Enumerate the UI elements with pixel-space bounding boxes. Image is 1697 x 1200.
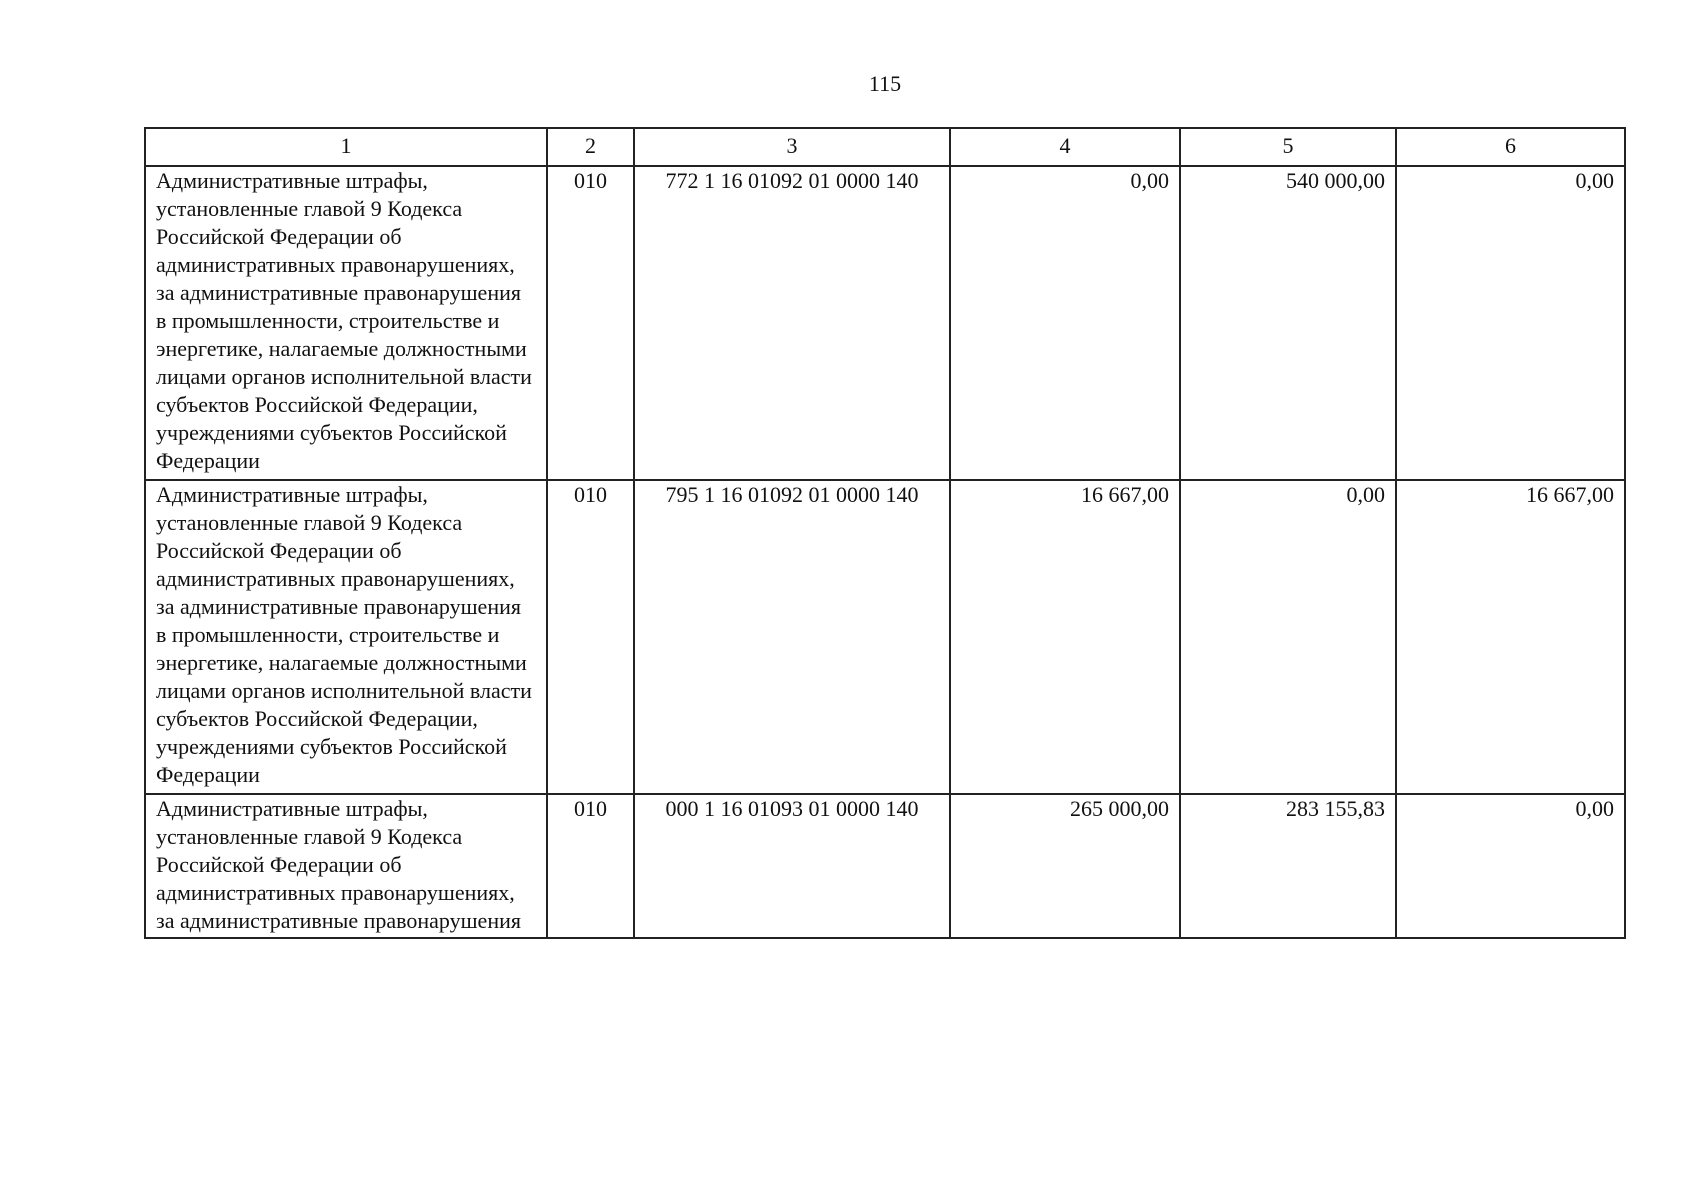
amount-col4-cell: 16 667,00 — [950, 480, 1180, 794]
income-code-cell: 000 1 16 01093 01 0000 140 — [634, 794, 950, 938]
row-name-cell: Административные штрафы, установленные главой 9 Кодекса Российской Федерации об административных правонарушениях, за административные правонарушения — [145, 794, 547, 938]
row-name-cell: Административные штрафы, установленные главой 9 Кодекса Российской Федерации об административных правонарушениях, за административные правонарушения в промышленности, строительстве и энергетике, налагаемые должностными лицами органов исполнительной власти субъектов Российской Федерации, учреждениями субъектов Российской Федерации — [145, 166, 547, 480]
report-table — [144, 127, 1626, 939]
row-name-cell: Административные штрафы, установленные главой 9 Кодекса Российской Федерации об административных правонарушениях, за административные правонарушения в промышленности, строительстве и энергетике, налагаемые должностными лицами органов исполнительной власти субъектов Российской Федерации, учреждениями субъектов Российской Федерации — [145, 480, 547, 794]
column-header-5: 5 — [1180, 128, 1396, 166]
amount-col4-cell: 265 000,00 — [950, 794, 1180, 938]
column-header-3: 3 — [634, 128, 950, 166]
table-row — [145, 794, 1625, 938]
header-row — [145, 128, 1625, 166]
table-body — [145, 166, 1625, 938]
amount-col5-cell: 0,00 — [1180, 480, 1396, 794]
amount-col6-cell: 0,00 — [1396, 794, 1625, 938]
page-number: 115 — [868, 71, 902, 96]
table-row — [145, 480, 1625, 794]
amount-col6-cell: 16 667,00 — [1396, 480, 1625, 794]
column-header-1: 1 — [145, 128, 547, 166]
column-header-4: 4 — [950, 128, 1180, 166]
income-code-cell: 795 1 16 01092 01 0000 140 — [634, 480, 950, 794]
amount-col4-cell: 0,00 — [950, 166, 1180, 480]
amount-col6-cell: 0,00 — [1396, 166, 1625, 480]
line-code-cell: 010 — [547, 794, 634, 938]
table-header — [145, 128, 1625, 166]
line-code-cell: 010 — [547, 166, 634, 480]
column-header-2: 2 — [547, 128, 634, 166]
table-row — [145, 166, 1625, 480]
amount-col5-cell: 283 155,83 — [1180, 794, 1396, 938]
line-code-cell: 010 — [547, 480, 634, 794]
column-header-6: 6 — [1396, 128, 1625, 166]
amount-col5-cell: 540 000,00 — [1180, 166, 1396, 480]
income-code-cell: 772 1 16 01092 01 0000 140 — [634, 166, 950, 480]
